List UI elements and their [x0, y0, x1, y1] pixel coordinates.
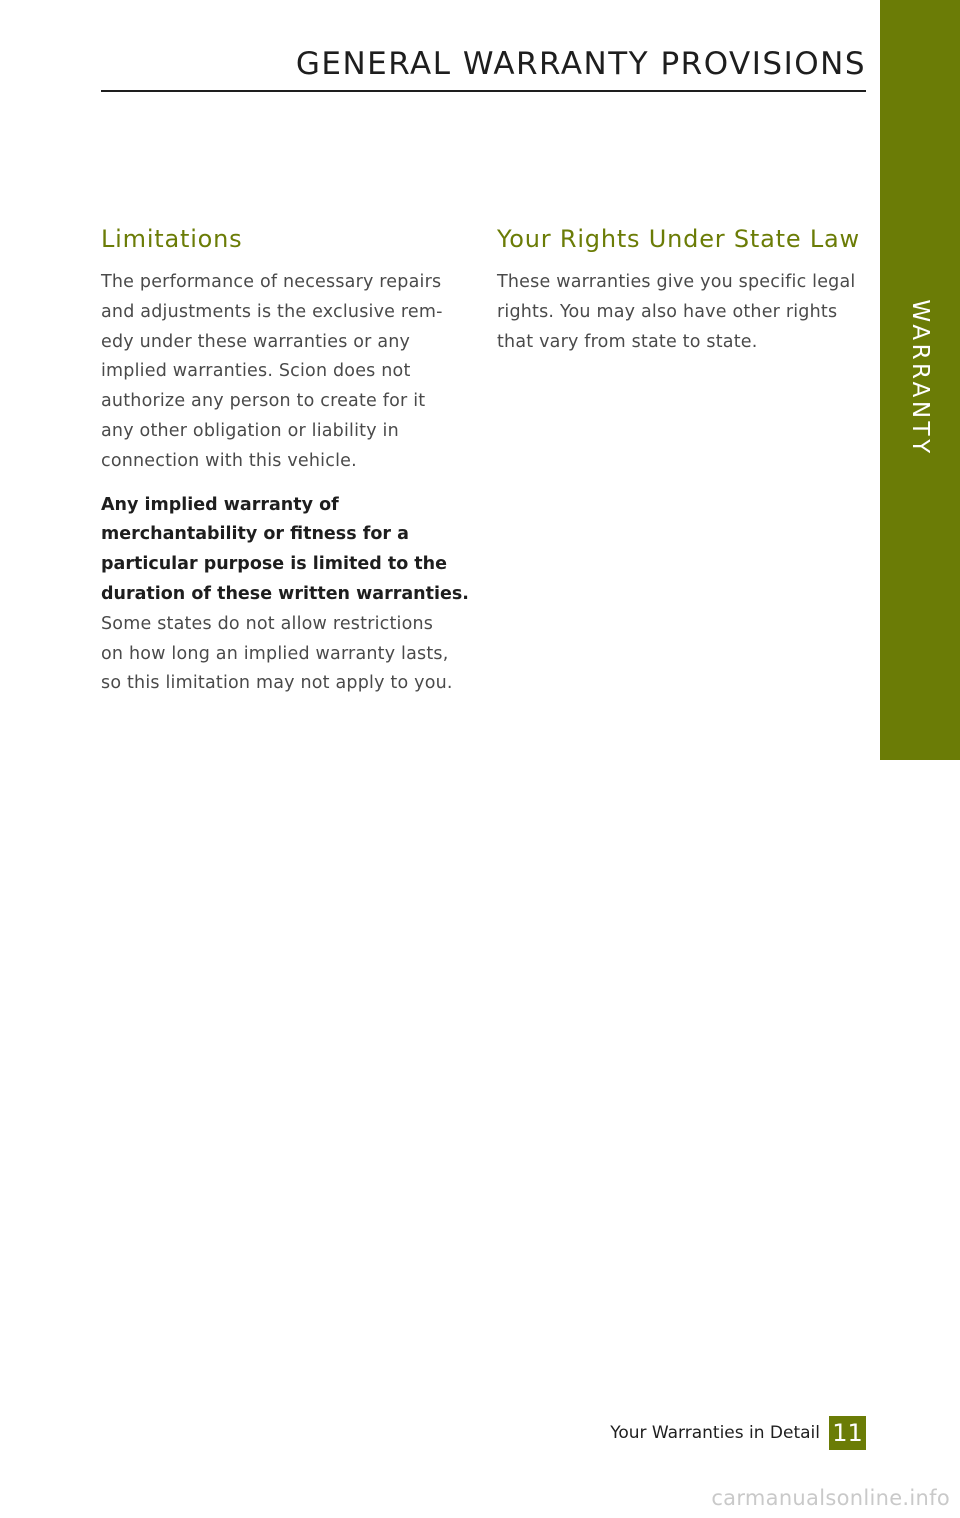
text-line: and adjustments is the exclusive rem-: [101, 301, 443, 322]
section-side-tab: [880, 0, 960, 760]
text-line: implied warranties. Scion does not: [101, 361, 411, 382]
page-title: GENERAL WARRANTY PROVISIONS: [295, 46, 866, 82]
bold-text-line: Any implied warranty of: [101, 494, 339, 515]
watermark: carmanualsonline.info: [711, 1486, 950, 1510]
text-line: so this limitation may not apply to you.: [101, 673, 453, 694]
limitations-column: [101, 222, 469, 699]
footer-section-label: Your Warranties in Detail: [610, 1423, 820, 1443]
text-line: Some states do not allow restrictions: [101, 613, 434, 634]
text-line: authorize any person to create for it: [101, 391, 426, 412]
state-restrictions-text: [101, 610, 463, 699]
state-law-column: [497, 222, 867, 357]
text-line: connection with this vehicle.: [101, 450, 357, 471]
text-line: any other obligation or liability in: [101, 420, 399, 441]
text-line: The performance of necessary repairs: [101, 272, 442, 292]
bold-text-line: particular purpose is limited to the: [101, 554, 448, 575]
text-line: on how long an implied warranty lasts,: [101, 643, 449, 664]
page-number: 11: [829, 1416, 866, 1450]
page-footer: [610, 1416, 866, 1450]
state-law-heading: Your Rights Under State Law: [497, 225, 860, 253]
text-line: rights. You may also have other rights: [497, 301, 838, 322]
state-law-paragraph: [497, 268, 867, 357]
text-line: These warranties give you specific legal: [497, 272, 856, 292]
text-line: edy under these warranties or any: [101, 331, 411, 352]
bold-text-line: merchantability or fitness for a: [101, 524, 409, 545]
bold-text-line: duration of these written warranties.: [101, 583, 469, 604]
page-header: [101, 40, 866, 92]
limitations-heading: Limitations: [101, 225, 243, 253]
text-line: that vary from state to state.: [497, 331, 758, 352]
limitations-paragraph: [101, 268, 463, 477]
side-tab-label: WARRANTY: [907, 299, 933, 457]
implied-warranty-statement: [101, 491, 469, 610]
implied-warranty-block: [101, 491, 469, 700]
